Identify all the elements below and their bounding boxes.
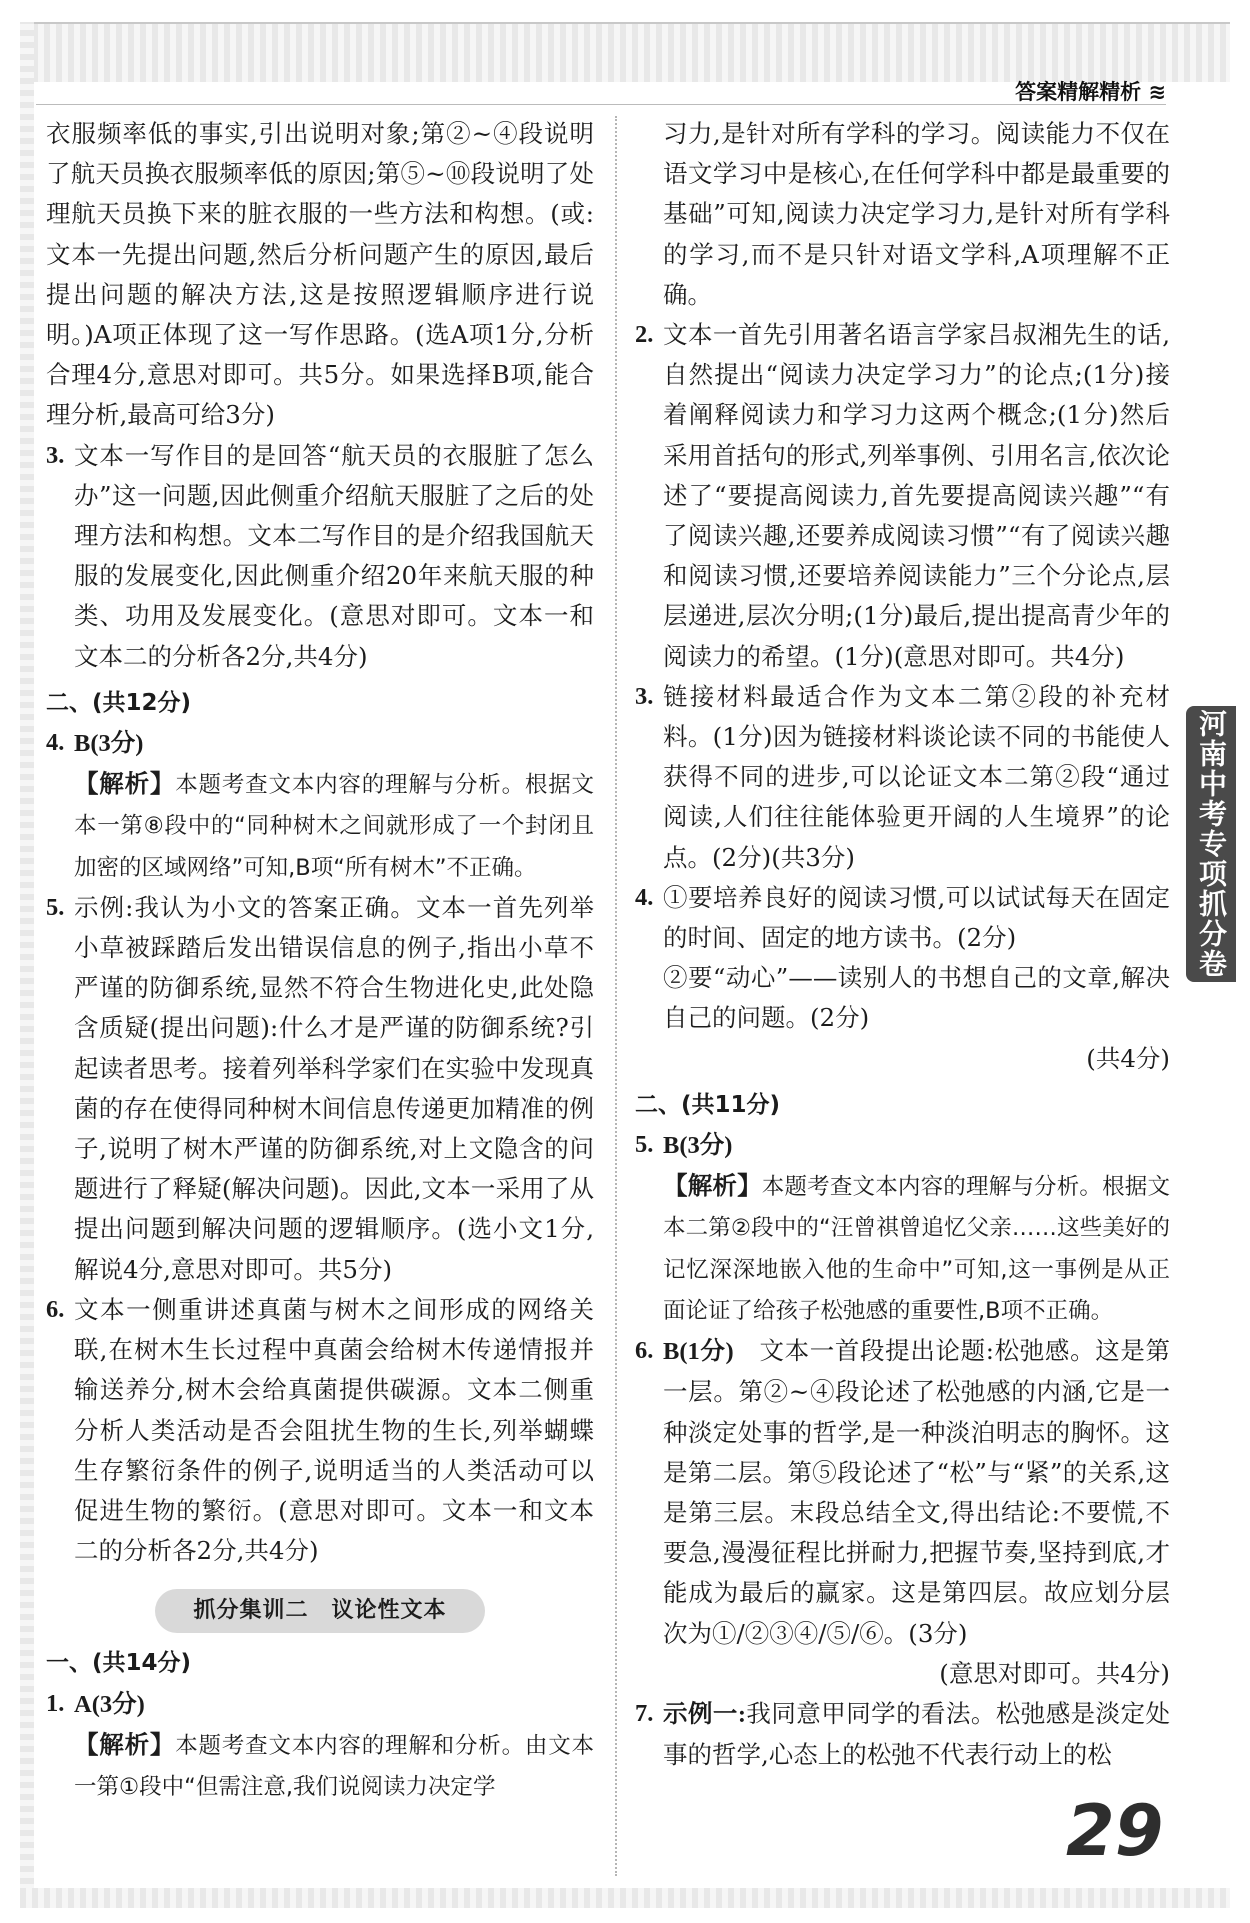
item-number: 7. bbox=[635, 1699, 654, 1727]
answer-item-5 bbox=[635, 1125, 1170, 1166]
item-text: ①要培养良好的阅读习惯,可以试试每天在固定的时间、固定的地方读书。(2分) bbox=[663, 882, 1170, 953]
answer-item-6 bbox=[46, 1290, 594, 1571]
section-banner: 抓分集训二 议论性文本 bbox=[155, 1589, 485, 1633]
item-number: 3. bbox=[635, 682, 654, 710]
answer-item-2 bbox=[635, 315, 1170, 677]
column-divider bbox=[615, 116, 617, 1876]
item-number: 1. bbox=[46, 1689, 65, 1717]
item-answer bbox=[663, 1125, 1170, 1166]
answer-item-6 bbox=[635, 1331, 1170, 1654]
answer-choice: B(1分) bbox=[663, 1338, 734, 1366]
item-text: 文本一首先引用著名语言学家吕叔湘先生的话,自然提出“阅读力决定学习力”的论点;(1分)接着阐释阅读力和学习力这两个概念;(1分)然后采用首括句的形式,列举事例、引用名言,依次论述了“要提高阅读力,首先要提高阅读兴趣”“有了阅读兴趣,还要养成阅读习惯”“有了阅读兴趣和阅读习惯,还要培养阅读能力”三个分论点,层层递进,层次分明;(1分)最后,提出提高青少年的阅读力的希望。(1分)(意思对即可。共4分) bbox=[663, 320, 1170, 671]
item-number: 3. bbox=[46, 441, 65, 469]
item-number: 6. bbox=[46, 1295, 65, 1323]
page-number: 29 bbox=[1066, 1790, 1164, 1872]
section-heading-1: 一、(共14分) bbox=[46, 1650, 192, 1677]
item-explanation: 我同意甲同学的看法。松弛感是淡定处事的哲学,心态上的松弛不代表行动上的松 bbox=[663, 1698, 1170, 1770]
analysis-block bbox=[46, 1725, 594, 1807]
continued-analysis: 习力,是针对所有学科的学习。阅读能力不仅在语文学习中是核心,在任何学科中都是最重要的基础”可知,阅读力决定学习力,是针对所有学科的学习,而不是只针对语文学科,A项理解不正确。 bbox=[663, 119, 1170, 309]
answer-item-4 bbox=[46, 723, 594, 764]
analysis-text: 本题考查文本内容的理解和分析。由文本一第①段中“但需注意,我们说阅读力决定学 bbox=[74, 1732, 595, 1800]
item-number: 5. bbox=[635, 1131, 654, 1159]
item-total: (共4分) bbox=[1086, 1043, 1170, 1073]
item-text: 文本一写作目的是回答“航天员的衣服脏了怎么办”这一问题,因此侧重介绍航天服脏了之后的处理方法和构想。文本二写作目的是介绍我国航天服的发展变化,因此侧重介绍20年来航天服的种类、功用及发展变化。(意思对即可。文本一和文本二的分析各2分,共4分) bbox=[74, 440, 594, 671]
answer-choice: B(3分) bbox=[74, 730, 144, 758]
item-number: 2. bbox=[635, 321, 654, 349]
analysis-text: 本题考查文本内容的理解与分析。根据文本二第②段中的“汪曾祺曾追忆父亲……这些美好的记忆深深地嵌入他的生命中”可知,这一事例是从正面论证了给孩子松弛感的重要性,B项不正确。 bbox=[663, 1174, 1170, 1324]
item-number: 5. bbox=[46, 893, 65, 921]
analysis-text: 本题考查文本内容的理解与分析。根据文本一第⑧段中的“同种树木之间就形成了一个封闭且加密的区域网络”可知,B项“所有树木”不正确。 bbox=[74, 772, 595, 881]
analysis-label: 【解析】 bbox=[663, 1171, 762, 1201]
page-border-top bbox=[20, 22, 1230, 82]
right-column bbox=[635, 114, 1170, 1775]
answer-choice: A(3分) bbox=[74, 1690, 145, 1718]
analysis-block bbox=[635, 1166, 1170, 1331]
analysis-block bbox=[46, 764, 594, 888]
answer-choice: B(3分) bbox=[663, 1132, 733, 1160]
item-answer bbox=[74, 1684, 594, 1725]
item-text-continued: ②要“动心”——读别人的书想自己的文章,解决自己的问题。(2分) bbox=[663, 963, 1170, 1033]
answer-item-1 bbox=[46, 1684, 594, 1725]
side-tab-label: 河南中考专项抓分卷 bbox=[1195, 709, 1228, 979]
intro-paragraph: 衣服频率低的事实,引出说明对象;第②~④段说明了航天员换衣服频率低的原因;第⑤~⑩段说明了处理航天员换下来的脏衣服的一些方法和构想。(或:文本一先提出问题,然后分析问题产生的原因,最后提出问题的解决方法,这是按照逻辑顺序进行说明。)A项正体现了这一写作思路。(选A项1分,分析合理4分,意思对即可。共5分。如果选择B项,能合理分析,最高可给3分) bbox=[46, 119, 594, 430]
item-text bbox=[663, 1331, 1170, 1654]
analysis-label: 【解析】 bbox=[74, 1729, 176, 1759]
answer-item-7 bbox=[635, 1694, 1170, 1775]
page-border-bottom bbox=[20, 1888, 1230, 1908]
item-text: 文本一侧重讲述真菌与树木之间形成的网络关联,在树木生长过程中真菌会给树木传递情报并输送养分,树木会给真菌提供碳源。文本二侧重分析人类活动是否会阻扰生物的生长,列举蝴蝶生存繁衍条件的例子,说明适当的人类活动可以促进生物的繁衍。(意思对即可。文本一和文本二的分析各2分,共4分) bbox=[74, 1294, 594, 1566]
item-total: (意思对即可。共4分) bbox=[939, 1658, 1170, 1688]
item-number: 4. bbox=[46, 729, 65, 757]
answer-item-4 bbox=[635, 878, 1170, 958]
item-number: 4. bbox=[635, 883, 654, 911]
item-text: 示例:我认为小文的答案正确。文本一首先列举小草被踩踏后发出错误信息的例子,指出小草不严谨的防御系统,显然不符合生物进化史,此处隐含质疑(提出问题):什么才是严谨的防御系统?引起读者思考。接着列举科学家们在实验中发现真菌的存在使得同种树木间信息传递更加精准的例子,说明了树木严谨的防御系统,对上文隐含的问题进行了释疑(解决问题)。因此,文本一采用了从提出问题到解决问题的逻辑顺序。(选小文1分,解说4分,意思对即可。共5分) bbox=[74, 892, 594, 1284]
item-explanation: 文本一首段提出论题:松弛感。这是第一层。第②~④段论述了松弛感的内涵,它是一种淡定处事的哲学,是一种淡泊明志的胸怀。这是第二层。第⑤段论述了“松”与“紧”的关系,这是第三层。末段总结全文,得出结论:不要慌,不要急,漫漫征程比拼耐力,把握节奏,坚持到底,才能成为最后的赢家。这是第四层。故应划分层次为①/②③④/⑤/⑥。(3分) bbox=[663, 1336, 1170, 1648]
answer-item-3 bbox=[46, 436, 594, 677]
header-divider bbox=[36, 104, 1166, 105]
left-column bbox=[46, 114, 594, 1807]
answer-item-5 bbox=[46, 888, 594, 1290]
example-label: 示例一: bbox=[663, 1700, 746, 1728]
analysis-label: 【解析】 bbox=[74, 769, 176, 799]
item-answer bbox=[74, 723, 594, 764]
section-heading-2: 二、(共11分) bbox=[635, 1091, 781, 1118]
side-tab bbox=[1186, 706, 1236, 982]
section-heading-2: 二、(共12分) bbox=[46, 689, 192, 716]
item-text: 链接材料最适合作为文本二第②段的补充材料。(1分)因为链接材料谈论读不同的书能使人获得不同的进步,可以论证文本二第②段“通过阅读,人们往往能体验更开阔的人生境界”的论点。(2分)(共3分) bbox=[663, 681, 1170, 872]
answer-item-3 bbox=[635, 677, 1170, 878]
item-number: 6. bbox=[635, 1337, 654, 1365]
item-text bbox=[663, 1694, 1170, 1775]
page-border-left bbox=[20, 22, 34, 1908]
header-title: 答案精解精析 ≋ bbox=[1015, 80, 1166, 104]
